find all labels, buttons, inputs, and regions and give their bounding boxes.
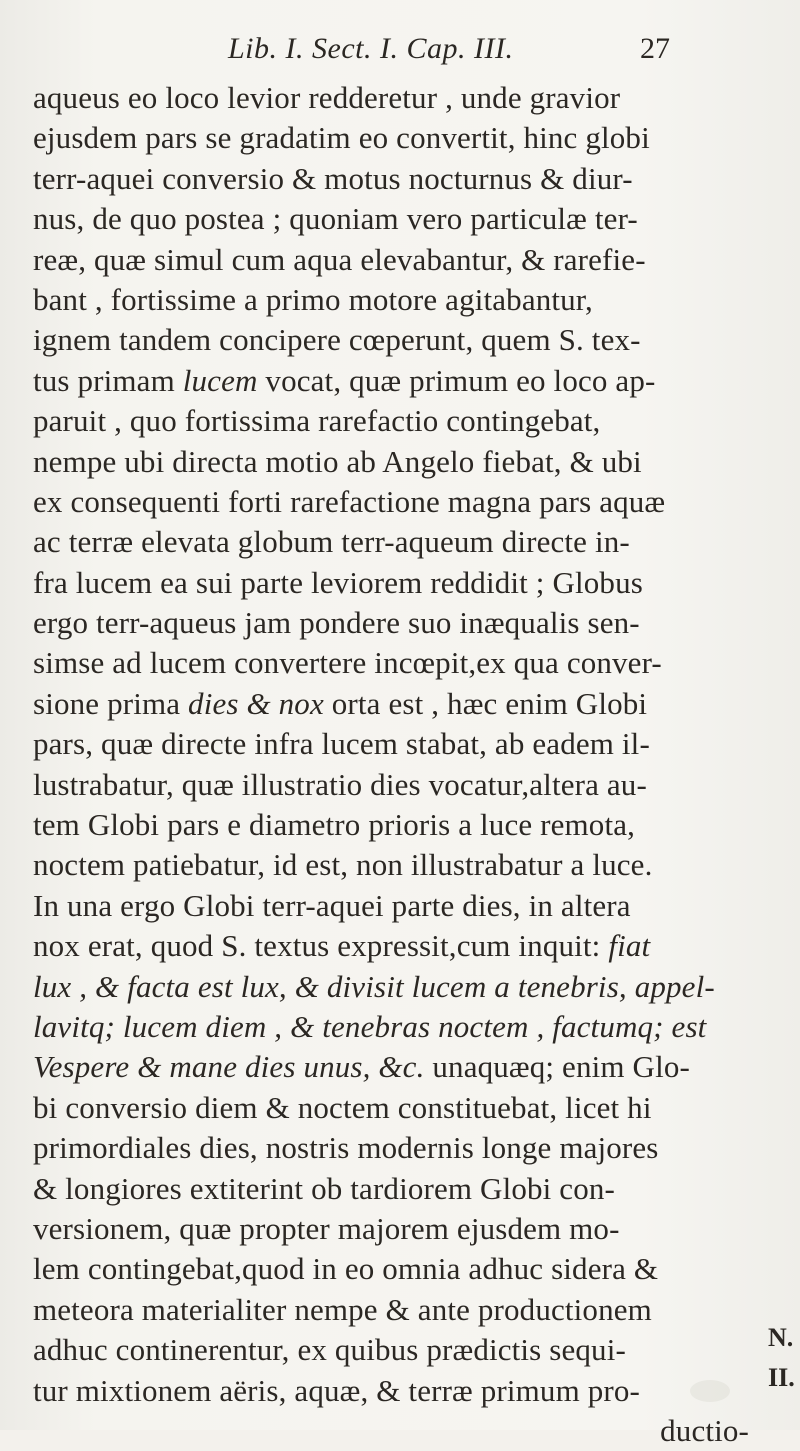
text-segment: & longiores extiterint ob tardiorem Globi con- [33, 1170, 615, 1206]
text-segment: primordiales dies, nostris modernis longe majores [33, 1130, 659, 1166]
running-head-title: Lib. I. Sect. I. Cap. III. [228, 32, 514, 65]
page-number: 27 [640, 32, 670, 65]
text-line [33, 1330, 763, 1370]
text-line [33, 361, 763, 401]
text-line [33, 78, 763, 118]
text-line [33, 1007, 763, 1047]
text-segment: lem contingebat,quod in eo omnia adhuc sidera & [33, 1251, 659, 1287]
text-segment: paruit , quo fortissima rarefactio contingebat, [33, 403, 601, 439]
italic-text-segment: dies & nox [188, 685, 324, 721]
text-line [33, 1290, 763, 1330]
text-line [33, 482, 763, 522]
text-line [33, 240, 763, 280]
text-segment: adhuc continerentur, ex quibus prædictis sequi- [33, 1332, 626, 1368]
text-line [33, 563, 763, 603]
text-segment: vocat, quæ primum eo loco ap- [257, 362, 656, 398]
text-segment: unaquæq; enim Glo- [424, 1049, 690, 1085]
text-segment: nus, de quo postea ; quoniam vero particulæ ter- [33, 201, 638, 237]
text-line [33, 1088, 763, 1128]
text-segment: tem Globi pars e diametro prioris a luce remota, [33, 807, 636, 843]
text-segment: meteora materialiter nempe & ante productionem [33, 1291, 652, 1327]
text-line [33, 1209, 763, 1249]
text-segment: tus primam [33, 362, 183, 398]
text-line [33, 724, 763, 764]
text-segment: lustrabatur, quæ illustratio dies vocatur,altera au- [33, 766, 647, 802]
catchword: ductio- [660, 1412, 749, 1448]
italic-text-segment: lavitq; lucem diem , & tenebras noctem , factumq; est [33, 1008, 707, 1044]
text-line [33, 401, 763, 441]
margin-note: II. [768, 1363, 795, 1392]
text-segment: nox erat, quod S. textus expressit,cum inquit: [33, 928, 609, 964]
text-line [33, 967, 763, 1007]
italic-text-segment: Vespere & mane dies unus, &c. [33, 1049, 425, 1085]
text-line [33, 1047, 763, 1087]
text-segment: simse ad lucem convertere incœpit,ex qua conver- [33, 645, 662, 681]
text-line [33, 118, 763, 158]
text-segment: tur mixtionem aëris, aquæ, & terræ primum pro- [33, 1372, 640, 1408]
text-segment: ejusdem pars se gradatim eo convertit, hinc globi [33, 120, 650, 156]
text-line [33, 643, 763, 683]
text-segment: fra lucem ea sui parte leviorem reddidit ; Globus [33, 564, 643, 600]
text-line [33, 1169, 763, 1209]
text-line [33, 845, 763, 885]
italic-text-segment: lucem [182, 362, 258, 398]
text-segment: In una ergo Globi terr-aquei parte dies, in altera [33, 887, 631, 923]
text-segment: bant , fortissime a primo motore agitabantur, [33, 281, 593, 317]
margin-notes [768, 1318, 798, 1398]
text-line [33, 159, 763, 199]
text-segment: sione prima [33, 685, 189, 721]
text-segment: aqueus eo loco levior redderetur , unde gravior [33, 80, 621, 115]
text-line [33, 522, 763, 562]
text-segment: pars, quæ directe infra lucem stabat, ab eadem il- [33, 726, 650, 762]
italic-text-segment: fiat [608, 928, 651, 964]
text-line [33, 280, 763, 320]
text-line [33, 886, 763, 926]
text-segment: versionem, quæ propter majorem ejusdem mo- [33, 1210, 620, 1246]
margin-note: N. [768, 1323, 794, 1352]
text-line [33, 603, 763, 643]
text-segment: ex consequenti forti rarefactione magna pars aquæ [33, 483, 666, 519]
text-segment: reæ, quæ simul cum aqua elevabantur, & rarefie- [33, 241, 646, 277]
text-line [33, 199, 763, 239]
text-line [33, 320, 763, 360]
text-line [33, 765, 763, 805]
text-segment: nempe ubi directa motio ab Angelo fiebat, & ubi [33, 443, 642, 479]
italic-text-segment: lux , & facta est lux, & divisit lucem a tenebris, appel- [33, 968, 715, 1004]
text-line [33, 926, 763, 966]
body-text [33, 78, 763, 1451]
text-segment: terr-aquei conversio & motus nocturnus & diur- [33, 160, 633, 196]
text-line [33, 1128, 763, 1168]
text-segment: ac terræ elevata globum terr-aqueum directe in- [33, 524, 630, 560]
running-head [0, 18, 800, 68]
text-line [33, 805, 763, 845]
text-line [33, 1371, 763, 1411]
text-segment: orta est , hæc enim Globi [323, 685, 648, 721]
text-line [33, 1249, 763, 1289]
text-segment: noctem patiebatur, id est, non illustrabatur a luce. [33, 847, 653, 883]
text-line [33, 442, 763, 482]
text-segment: ergo terr-aqueus jam pondere suo inæqualis sen- [33, 605, 640, 641]
text-segment: ignem tandem concipere cœperunt, quem S. tex- [33, 322, 641, 358]
text-segment: bi conversio diem & noctem constituebat, licet hi [33, 1089, 652, 1125]
text-line [33, 684, 763, 724]
